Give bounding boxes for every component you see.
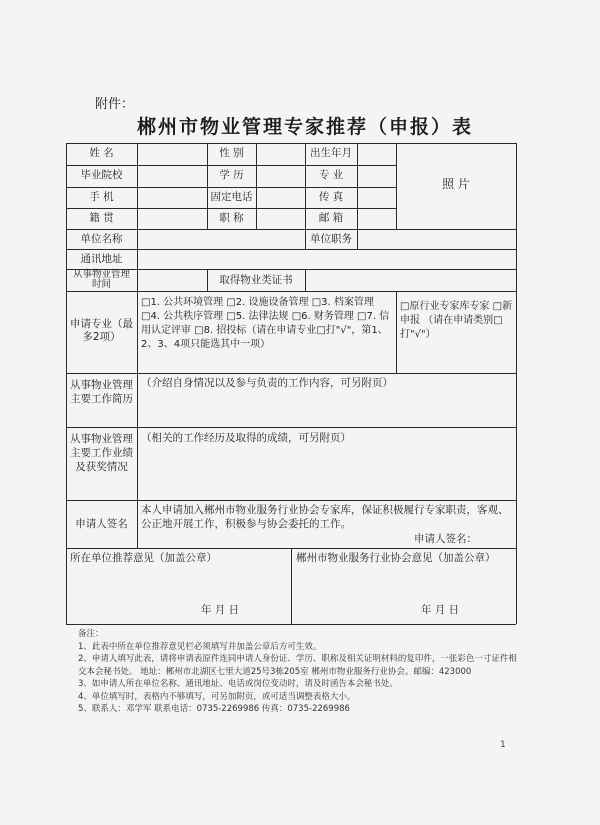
category-options: □原行业专家库专家 □新申报 （请在申请类别□打"√"） [400, 301, 513, 340]
major-label: 专 业 [318, 169, 344, 181]
origin-label: 籍 贯 [89, 212, 114, 224]
achievement-label: 从事物业管理主要工作业绩及获奖情况 [70, 433, 133, 473]
birth-label: 出生年月 [310, 147, 352, 159]
position-label: 单位职务 [310, 233, 352, 245]
note-item: 3、如申请人所在单位名称、通讯地址、电话或岗位变动时，请及时函告本会秘书处。 [78, 679, 398, 689]
achievement-hint: （相关的工作经历及取得的成绩，可另附页） [141, 432, 351, 444]
fax-label: 传 真 [318, 191, 344, 203]
resume-label: 从事物业管理主要工作简历 [70, 379, 133, 405]
name-label: 姓 名 [89, 147, 114, 159]
phone-label: 固定电话 [210, 191, 253, 203]
work-time-label: 从事物业管理时间 [72, 269, 130, 290]
note-item: 2、申请人填写此表，请将申请表原件连同申请人身份证、学历、职称及相关证明材料的复印件，一张彩色一寸证件相交本会秘书处。 地址：郴州市北湖区七里大道25号3栋205室 郴州市物业服务行业协会。邮编：423000 [78, 654, 517, 677]
declaration-text: 本人申请加入郴州市物业服务行业协会专家库，保证积极履行专家职责，客观、公正地开展工作，积极参与协会委托的工作。 [141, 504, 509, 530]
address-label: 通讯地址 [80, 253, 123, 265]
page-number: 1 [500, 740, 506, 750]
attachment-label: 附件： [95, 97, 135, 112]
note-item: 1、此表中所在单位推荐意见栏必须填写并加盖公章后方可生效。 [78, 641, 322, 652]
school-label: 毕业院校 [80, 169, 123, 181]
employer-date: 年 月 日 [201, 604, 240, 616]
certificate-label: 取得物业类证书 [219, 274, 293, 286]
title-label: 职 称 [219, 212, 244, 224]
note-item: 4、单位填写时，表格内不够填写，可另加附页，或可适当调整表格大小。 [78, 691, 356, 702]
signer-label: 申请人签名： [414, 533, 477, 545]
form-title: 郴州市物业管理专家推荐（申报）表 [136, 116, 473, 138]
gender-label: 性 别 [219, 147, 244, 159]
employer-opinion: 所在单位推荐意见（加盖公章） [70, 552, 217, 564]
association-opinion: 郴州市物业服务行业协会意见（加盖公章） [296, 552, 496, 564]
specialty-label: 申请专业（最多2项） [70, 318, 133, 343]
note-item: 5、联系人：邓学军 联系电话：0735-2269986 传真：0735-2269986 [78, 704, 350, 714]
specialty-options: □1. 公共环境管理 □2. 设施设备管理 □3. 档案管理 □4. 公共秩序管理 □5. 法律法规 □6. 财务管理 □7. 信用认定评审 □8. 招投标（请在申请专业□打"√"，第1、2、3、4项只能选其中一项） [141, 297, 390, 350]
association-date: 年 月 日 [421, 604, 460, 616]
notes-heading: 备注： [78, 629, 104, 639]
notes [78, 628, 518, 716]
resume-hint: （介绍自身情况以及参与负责的工作内容，可另附页） [141, 377, 393, 389]
mobile-label: 手 机 [89, 191, 114, 203]
employer-label: 单位名称 [80, 233, 123, 245]
education-label: 学 历 [219, 169, 244, 181]
email-label: 邮 箱 [318, 212, 344, 224]
photo-label: 照 片 [442, 177, 470, 191]
signature-label: 申请人签名 [75, 518, 128, 530]
